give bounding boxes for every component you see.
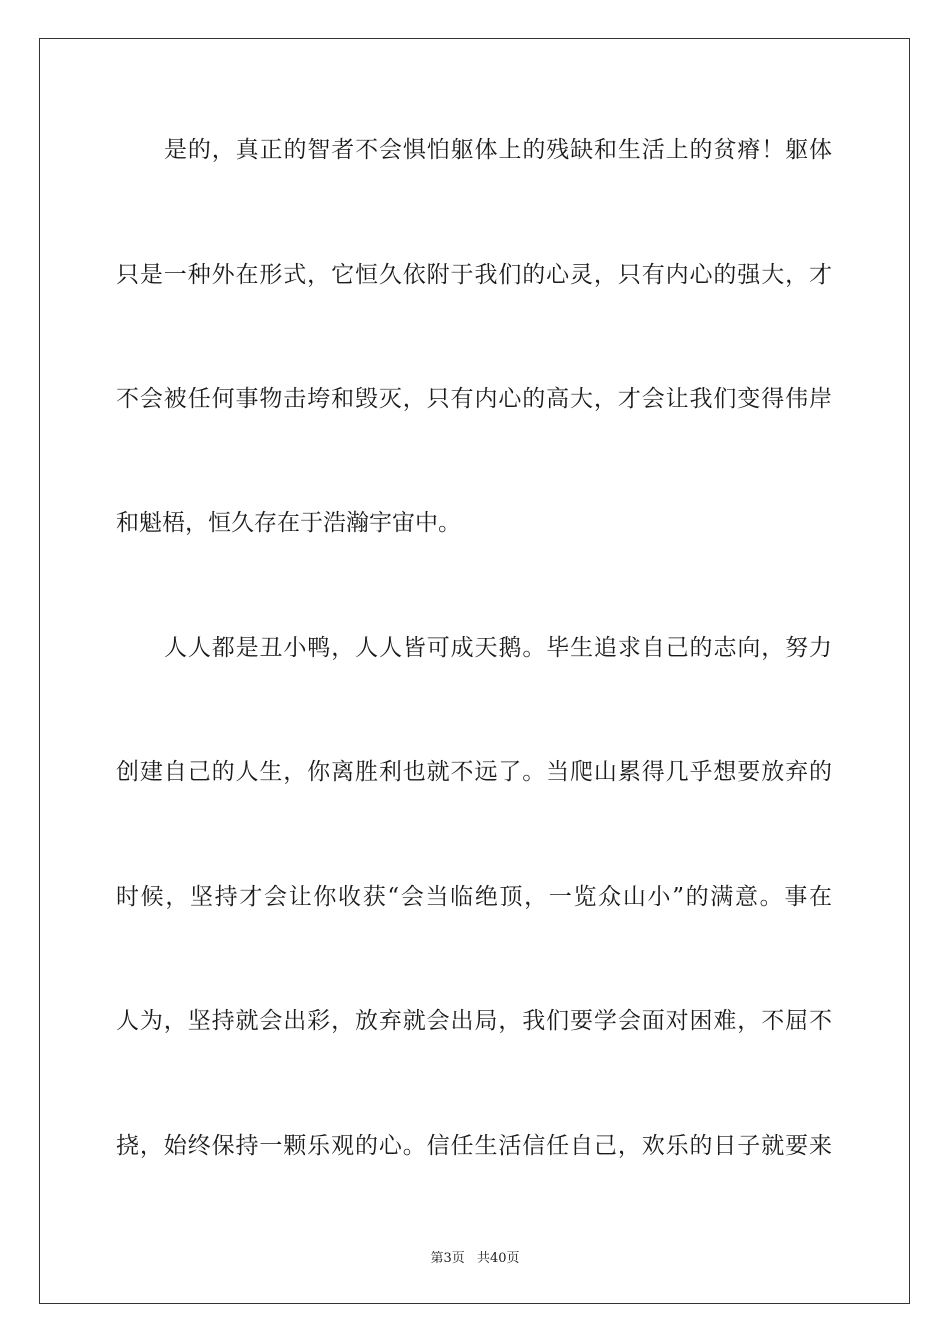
paragraph-2-line-3: 时候，坚持才会让你收获“会当临绝顶，一览众山小”的满意。事在 bbox=[116, 884, 832, 910]
paragraph-2-line-5: 挠，始终保持一颗乐观的心。信任生活信任自己，欢乐的日子就要来 bbox=[116, 1133, 832, 1159]
paragraph-2-line-1: 人人都是丑小鸭，人人皆可成天鹅。毕生追求自己的志向，努力 bbox=[164, 635, 832, 661]
paragraph-1-line-2: 只是一种外在形式，它恒久依附于我们的心灵，只有内心的强大，才 bbox=[116, 262, 832, 288]
page-number: 第3页 bbox=[430, 1251, 465, 1266]
page-total: 共40页 bbox=[476, 1251, 520, 1266]
paragraph-1-line-4: 和魁梧，恒久存在于浩瀚宇宙中。 bbox=[116, 510, 461, 536]
paragraph-1-line-1: 是的，真正的智者不会惧怕躯体上的残缺和生活上的贫瘠！躯体 bbox=[164, 137, 832, 163]
page-border bbox=[39, 38, 910, 1304]
paragraph-2-line-4: 人为，坚持就会出彩，放弃就会出局，我们要学会面对困难，不屈不 bbox=[116, 1008, 832, 1034]
paragraph-1-line-3: 不会被任何事物击垮和毁灭，只有内心的高大，才会让我们变得伟岸 bbox=[116, 386, 832, 412]
paragraph-2-line-2: 创建自己的人生，你离胜利也就不远了。当爬山累得几乎想要放弃的 bbox=[116, 759, 832, 785]
page-footer bbox=[0, 1247, 950, 1267]
